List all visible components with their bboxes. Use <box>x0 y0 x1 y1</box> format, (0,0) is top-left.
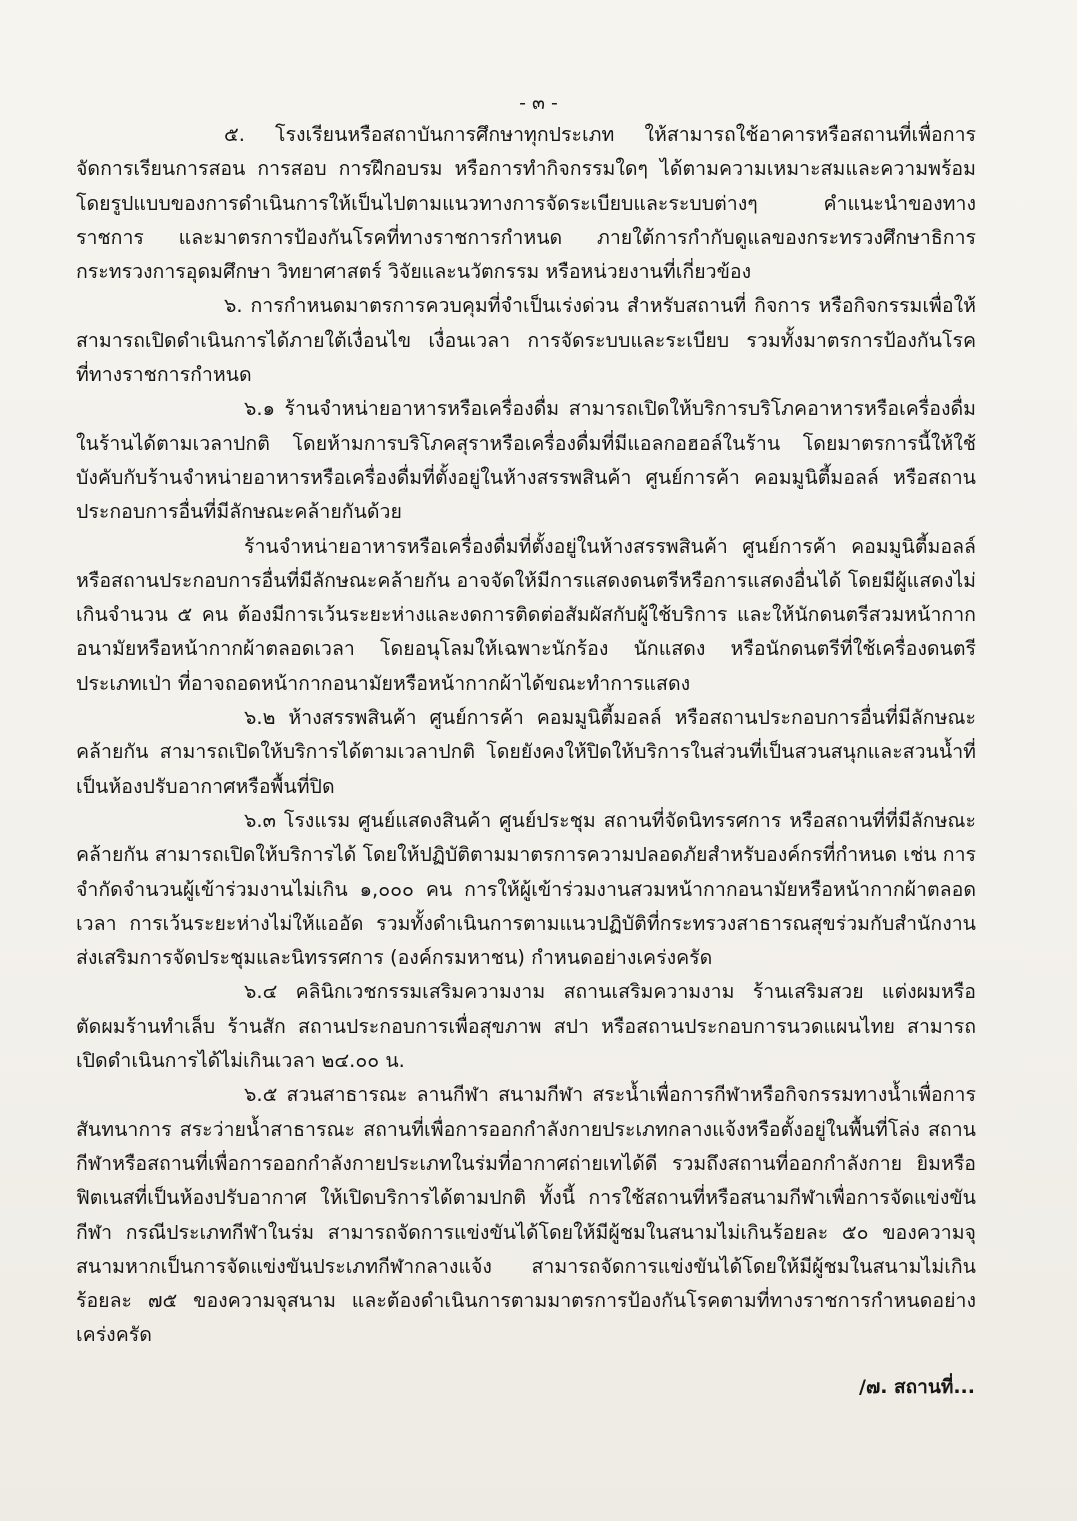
paragraph-6-1-music-performances: ร้านจำหน่ายอาหารหรือเครื่องดื่มที่ตั้งอยู่ในห้างสรรพสินค้า ศูนย์การค้า คอมมูนิตี้มอลล์หรือสถานประกอบการอื่นที่มีลักษณะคล้ายกัน อาจจัดให้มีการแสดงดนตรีหรือการแสดงอื่นได้ โดยมีผู้แสดงไม่เกินจำนวน ๕ คน ต้องมีการเว้นระยะห่างและงดการติดต่อสัมผัสกับผู้ใช้บริการ และให้นักดนตรีสวมหน้ากากอนามัยหรือหน้ากากผ้าตลอดเวลา โดยอนุโลมให้เฉพาะนักร้อง นักแสดง หรือนักดนตรีที่ใช้เครื่องดนตรีประเภทเป่า ที่อาจถอดหน้ากากอนามัยหรือหน้ากากผ้าได้ขณะทำการแสดง <box>76 534 976 695</box>
paragraph-6-2-malls: ๖.๒ ห้างสรรพสินค้า ศูนย์การค้า คอมมูนิตี้มอลล์ หรือสถานประกอบการอื่นที่มีลักษณะคล้ายกัน สามารถเปิดให้บริการได้ตามเวลาปกติ โดยยังคงให้ปิดให้บริการในส่วนที่เป็นสวนสนุกและสวนน้ำที่เป็นห้องปรับอากาศหรือพื้นที่ปิด <box>76 706 976 798</box>
paragraph-6-control-measures: ๖. การกำหนดมาตรการควบคุมที่จำเป็นเร่งด่วน สำหรับสถานที่ กิจการ หรือกิจกรรมเพื่อให้สามารถเปิดดำเนินการได้ภายใต้เงื่อนไข เงื่อนเวลา การจัดระบบและระเบียบ รวมทั้งมาตรการป้องกันโรคที่ทางราชการกำหนด <box>76 294 976 387</box>
document-body <box>76 118 976 1353</box>
paragraph-6-1-restaurants: ๖.๑ ร้านจำหน่ายอาหารหรือเครื่องดื่ม สามารถเปิดให้บริการบริโภคอาหารหรือเครื่องดื่มในร้านได้ตามเวลาปกติ โดยห้ามการบริโภคสุราหรือเครื่องดื่มที่มีแอลกอฮอล์ในร้าน โดยมาตรการนี้ให้ใช้บังคับกับร้านจำหน่ายอาหารหรือเครื่องดื่มที่ตั้งอยู่ในห้างสรรพสินค้า ศูนย์การค้า คอมมูนิตี้มอลล์ หรือสถานประกอบการอื่นที่มีลักษณะคล้ายกันด้วย <box>76 397 976 524</box>
continuation-note: /๗. สถานที่... <box>859 1376 975 1398</box>
paragraph-6-3-hotels-exhibitions: ๖.๓ โรงแรม ศูนย์แสดงสินค้า ศูนย์ประชุม สถานที่จัดนิทรรศการ หรือสถานที่ที่มีลักษณะคล้ายกัน สามารถเปิดให้บริการได้ โดยให้ปฏิบัติตามมาตรการความปลอดภัยสำหรับองค์กรที่กำหนด เช่น การจำกัดจำนวนผู้เข้าร่วมงานไม่เกิน ๑,๐๐๐ คน การให้ผู้เข้าร่วมงานสวมหน้ากากอนามัยหรือหน้ากากผ้าตลอดเวลา การเว้นระยะห่างไม่ให้แออัด รวมทั้งดำเนินการตามแนวปฏิบัติที่กระทรวงสาธารณสุขร่วมกับสำนักงานส่งเสริมการจัดประชุมและนิทรรศการ (องค์กรมหาชน) กำหนดอย่างเคร่งครัด <box>76 808 976 970</box>
page-number: - ๓ - <box>519 92 558 114</box>
paragraph-6-5-sports-venues: ๖.๕ สวนสาธารณะ ลานกีฬา สนามกีฬา สระน้ำเพื่อการกีฬาหรือกิจกรรมทางน้ำเพื่อการสันทนาการ สระว่ายน้ำสาธารณะ สถานที่เพื่อการออกกำลังกายประเภทกลางแจ้งหรือตั้งอยู่ในพื้นที่โล่ง สถานกีฬาหรือสถานที่เพื่อการออกกำลังกายประเภทในร่มที่อากาศถ่ายเทได้ดี รวมถึงสถานที่ออกกำลังกาย ยิมหรือฟิตเนสที่เป็นห้องปรับอากาศ ให้เปิดบริการได้ตามปกติ ทั้งนี้ การใช้สถานที่หรือสนามกีฬาเพื่อการจัดแข่งขันกีฬา กรณีประเภทกีฬาในร่ม สามารถจัดการแข่งขันได้โดยให้มีผู้ชมในสนามไม่เกินร้อยละ ๕๐ ของความจุสนามหากเป็นการจัดแข่งขันประเภทกีฬากลางแจ้ง สามารถจัดการแข่งขันได้โดยให้มีผู้ชมในสนามไม่เกินร้อยละ ๗๕ ของความจุสนาม และต้องดำเนินการตามมาตรการป้องกันโรคตามที่ทางราชการกำหนดอย่างเคร่งครัด <box>76 1083 976 1347</box>
paragraph-6-4-beauty-clinics: ๖.๔ คลินิกเวชกรรมเสริมความงาม สถานเสริมความงาม ร้านเสริมสวย แต่งผมหรือตัดผมร้านทำเล็บ ร้านสัก สถานประกอบการเพื่อสุขภาพ สปา หรือสถานประกอบการนวดแผนไทย สามารถเปิดดำเนินการได้ไม่เกินเวลา ๒๔.๐๐ น. <box>76 980 976 1073</box>
paragraph-5-schools: ๕. โรงเรียนหรือสถาบันการศึกษาทุกประเภท ให้สามารถใช้อาคารหรือสถานที่เพื่อการจัดการเรียนการสอน การสอบ การฝึกอบรม หรือการทำกิจกรรมใดๆ ได้ตามความเหมาะสมและความพร้อมโดยรูปแบบของการดำเนินการให้เป็นไปตามแนวทางการจัดระเบียบและระบบต่างๆ คำแนะนำของทางราชการ และมาตรการป้องกันโรคที่ทางราชการกำหนด ภายใต้การกำกับดูแลของกระทรวงศึกษาธิการกระทรวงการอุดมศึกษา วิทยาศาสตร์ วิจัยและนวัตกรรม หรือหน่วยงานที่เกี่ยวข้อง <box>76 123 976 284</box>
